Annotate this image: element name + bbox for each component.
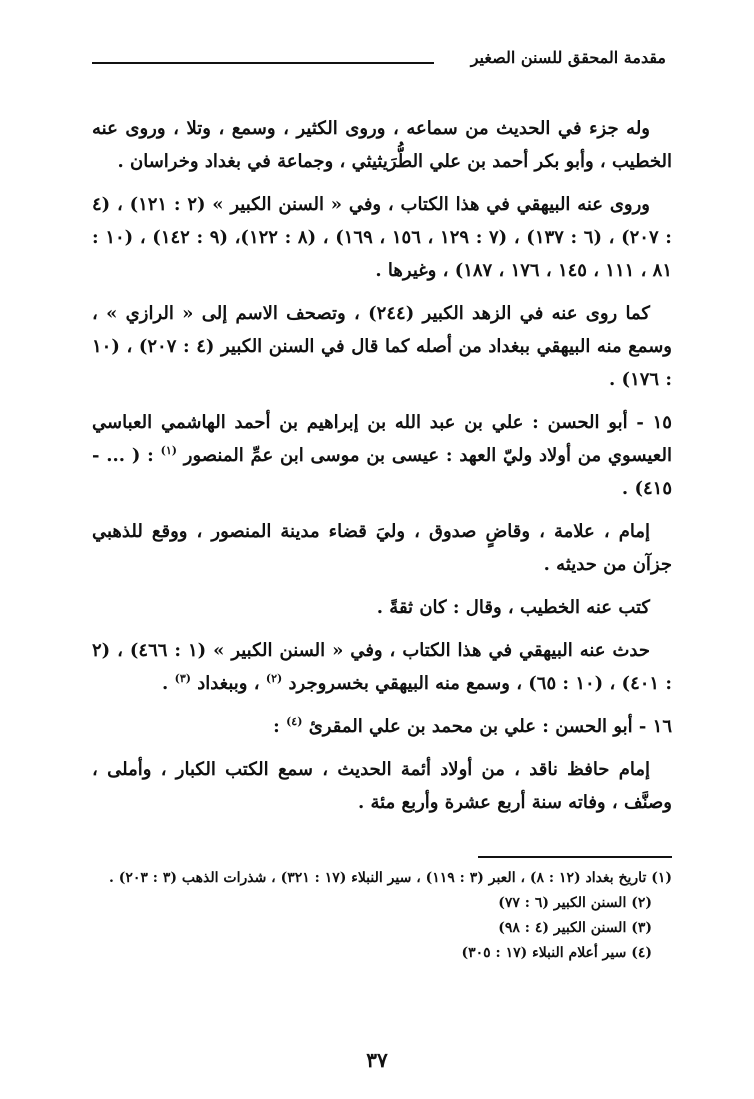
paragraph [92,634,672,700]
paragraph: وله جزء في الحديث من سماعه ، وروى الكثير ، وسمع ، وتلا ، وروى عنه الخطيب ، وأبو بكر أحمد بن علي الطُّرَيثيثي ، وجماعة في بغداد وخراسان . [92,118,672,172]
entry-name: أبو الحسن [555,716,633,737]
footnote: (١) تاريخ بغداد (١٢ : ٨) ، العبر (٣ : ١١٩) ، سير النبلاء (١٧ : ٣٢١) ، شذرات الذهب (٣ : ٢٠٣) . [109,870,672,886]
footnote: (٤) سير أعلام النبلاء (١٧ : ٣٠٥) [461,945,652,961]
paragraph: إمام حافظ ناقد ، من أولاد أئمة الحديث ، سمع الكتب الكبار ، وأملى ، وصنَّف ، وفاته سنة أربع عشرة وأربع مئة . [92,759,672,813]
running-header-title: مقدمة المحقق للسنن الصغير [470,48,666,67]
footnote: (٢) السنن الكبير (٦ : ٧٧) [498,895,652,911]
header-rule [92,62,434,64]
entry-text: : علي بن عبد الله بن إبراهيم بن أحمد الهاشمي العباسي العيسوي من أولاد وليّ العهد : عيسى بن موسى ابن عمِّ المنصور [92,412,672,466]
footnote-ref: (٤) [286,715,303,728]
entry-15-heading [92,406,672,505]
paragraph: كما روى عنه في الزهد الكبير (٢٤٤) ، وتصحف الاسم إلى « الرازي » ، وسمع منه البيهقي ببغداد من أصله كما قال في السنن الكبير (٤ : ٢٠٧) ، (١٠ : ١٧٦) . [92,303,672,390]
entry-text-tail: : [273,716,287,737]
entry-text: : علي بن محمد بن علي المقرئ [308,716,556,737]
paragraph: كتب عنه الخطيب ، وقال : كان ثقةً . [376,597,650,618]
paragraph: إمام ، علامة ، وقاضٍ صدوق ، وليَ قضاء مدينة المنصور ، ووقع للذهبي جزآن من حديثه . [92,521,672,575]
entry-number: ١٦ - [632,716,672,737]
main-text [92,112,672,829]
entry-16-heading [92,710,672,743]
running-header [92,44,666,74]
paragraph-text: حدث عنه البيهقي في هذا الكتاب ، وفي « السنن الكبير » (١ : ٤٦٦) ، (٢ : ٤٠١) ، (١٠ : ٦٥) ، وسمع منه البيهقي بخسروجرد [92,640,672,694]
footnote-ref: (٣) [174,672,191,685]
footnote-ref: (١) [160,444,177,457]
entry-name: أبو الحسن [547,412,628,433]
footnotes [92,866,672,966]
footnote-rule [478,856,672,858]
entry-number: ١٥ - [627,412,672,433]
entry-text-tail: : ( ... - ٤١٥) . [92,445,672,499]
footnote: (٣) السنن الكبير (٤ : ٩٨) [498,920,652,936]
page-number: ٣٧ [366,1048,388,1072]
paragraph: وروى عنه البيهقي في هذا الكتاب ، وفي « السنن الكبير » (٢ : ١٢١) ، (٤ : ٢٠٧) ، (٦ : ١٣٧) ، (٧ : ١٢٩ ، ١٥٦ ، ١٦٩) ، (٨ : ١٢٢)، (٩ : ١٤٢) ، (١٠ : ٨١ ، ١١١ ، ١٤٥ ، ١٧٦ ، ١٨٧) ، وغيرها . [92,194,672,281]
paragraph-text: . [162,673,175,694]
footnote-ref: (٢) [265,672,283,685]
paragraph-text: ، وببغداد [190,673,266,694]
